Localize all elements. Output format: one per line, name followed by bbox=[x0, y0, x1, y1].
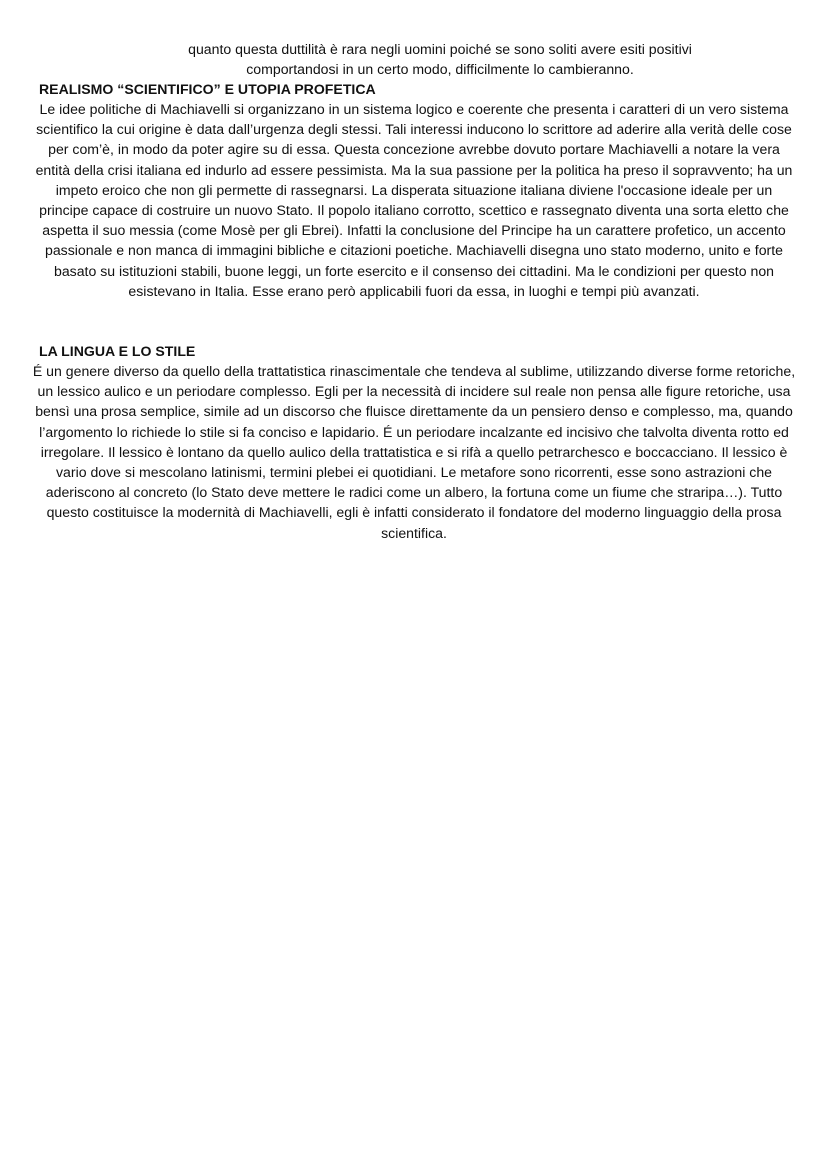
section-body-lingua-stile: É un genere diverso da quello della trattatistica rinascimentale che tendeva al sublime, utilizzando diverse forme retoriche, un lessico aulico e un periodare complesso. Egli per la necessità di incidere sul reale non pensa alle figure retoriche, usa bensì una prosa semplice, simile ad un discorso che fluisce direttamente da un pensiero denso e complesso, ma, quando l’argomento lo richiede lo stile si fa conciso e lapidario. É un periodare incalzante ed incisivo che talvolta diventa rotto ed irregolare. Il lessico è lontano da quello aulico della trattatistica e si rifà a quello petrarchesco e boccacciano. Il lessico è vario dove si mescolano latinismi, termini plebei ei quotidiani. Le metafore sono ricorrenti, esse sono astrazioni che aderiscono al concreto (lo Stato deve mettere le radici come un albero, la fortuna come un fiume che straripa…). Tutto questo costituisce la modernità di Machiavelli, egli è infatti considerato il fondatore del moderno linguaggio della prosa scientifica. bbox=[32, 363, 796, 541]
section-body-realismo: Le idee politiche di Machiavelli si organizzano in un sistema logico e coerente che presenta i caratteri di un vero sistema scientifico la cui origine è data dall’urgenza degli stessi. Tali interessi inducono lo scrittore ad aderire alla verità delle cose per com’è, in modo da poter agire su di essa. Questa concezione avrebbe dovuto portare Machiavelli a notare la vera entità della crisi italiana ed indurlo ad essere pessimista. Ma la sua passione per la politica ha preso il sopravvento; ha un impeto eroico che non gli permette di rassegnarsi. La disperata situazione italiana diviene l'occasione ideale per un principe capace di costruire un nuovo Stato. Il popolo italiano corrotto, scettico e rassegnato diventa una sorta eletto che aspetta il suo messia (come Mosè per gli Ebrei). Infatti la conclusione del Principe ha un carattere profetico, un accento passionale e non manca di immagini bibliche e citazioni poetiche. Machiavelli disegna uno stato moderno, unito e forte basato su istituzioni stabili, buone leggi, un forte esercito e il consenso dei cittadini. Ma le condizioni per questo non esistevano in Italia. Esse erano però applicabili fuori da essa, in luoghi e tempi più avanzati. bbox=[35, 101, 793, 299]
section-heading-realismo: REALISMO “SCIENTIFICO” E UTOPIA PROFETICA bbox=[39, 81, 376, 97]
section-heading-lingua-stile: LA LINGUA E LO STILE bbox=[39, 343, 196, 359]
intro-paragraph: quanto questa duttilità è rara negli uomini poiché se sono soliti avere esiti positivi comportandosi in un certo modo, difficilmente lo cambieranno. bbox=[188, 41, 692, 77]
